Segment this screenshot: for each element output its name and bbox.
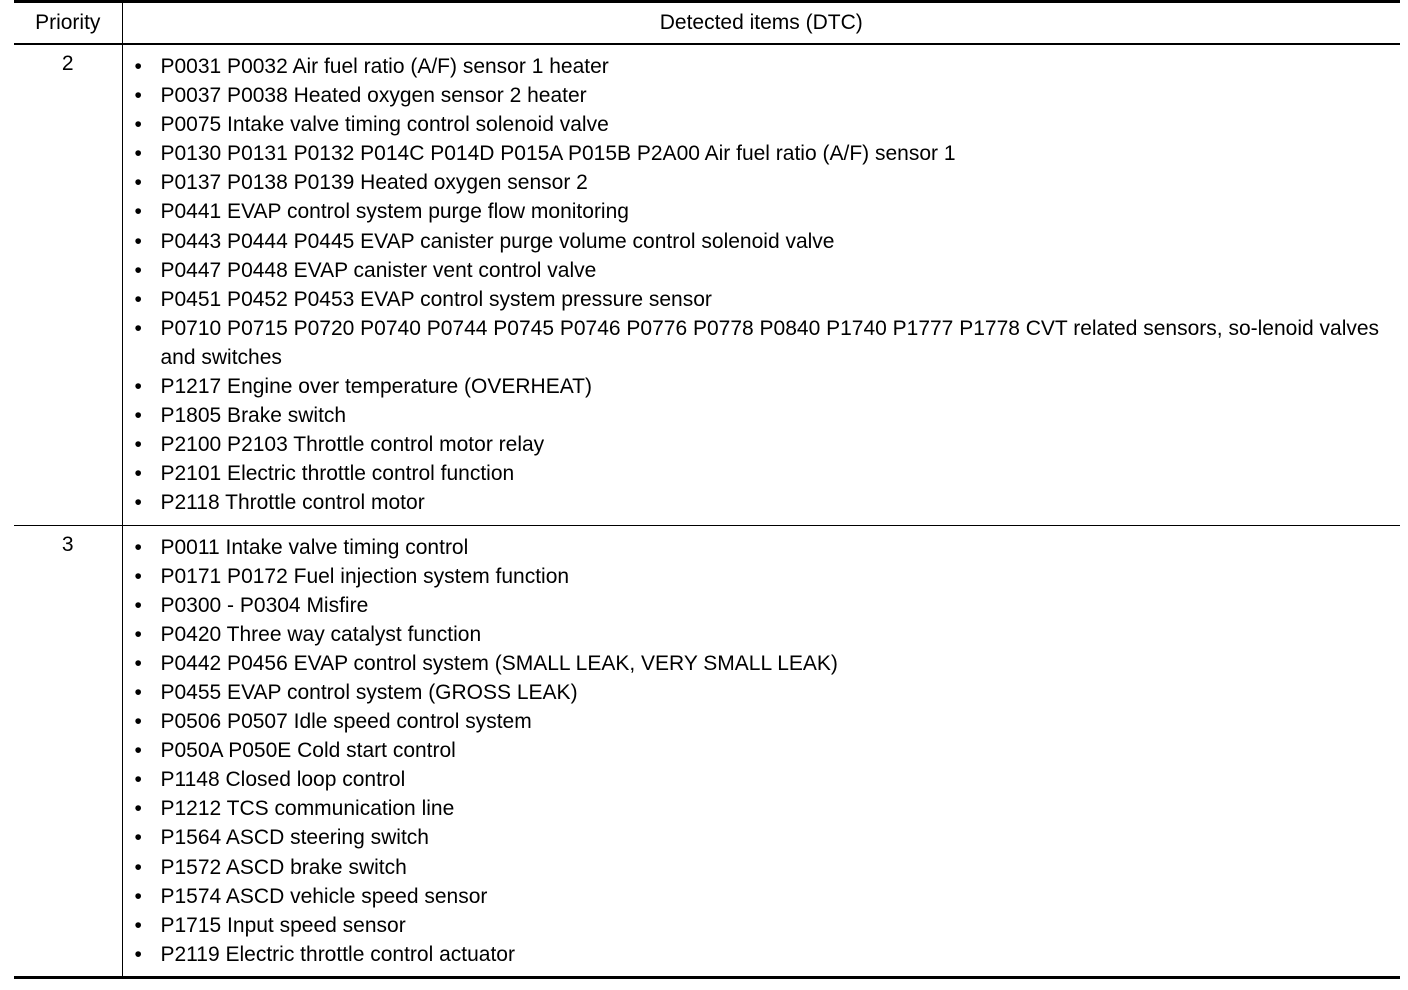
- list-item: [123, 765, 1393, 794]
- list-item: [123, 562, 1393, 591]
- list-item: [123, 227, 1393, 256]
- detected-items-cell: [122, 44, 1400, 525]
- dtc-item-text: P1212 TCS communication line: [160, 797, 455, 821]
- list-item: [123, 853, 1393, 882]
- list-item: [123, 197, 1393, 226]
- dtc-item-text: P050A P050E Cold start control: [160, 739, 456, 763]
- priority-column-header: Priority: [14, 2, 122, 45]
- dtc-item-text: P0130 P0131 P0132 P014C P014D P015A P015B P2A00 Air fuel ratio (A/F) sensor 1: [160, 142, 956, 166]
- bullet-icon: •: [134, 768, 142, 792]
- detected-items-column-header: Detected items (DTC): [659, 11, 863, 34]
- bullet-icon: •: [134, 913, 142, 937]
- list-item: [123, 649, 1393, 678]
- dtc-item-text: P0031 P0032 Air fuel ratio (A/F) sensor 1 heater: [160, 55, 609, 78]
- detected-items-cell: [122, 525, 1400, 977]
- list-item: [123, 488, 1393, 517]
- list-item: [123, 620, 1393, 649]
- dtc-item-text: P0455 EVAP control system (GROSS LEAK): [160, 680, 578, 704]
- bullet-icon: •: [134, 171, 142, 195]
- dtc-item-text: P2118 Throttle control motor: [160, 491, 425, 515]
- dtc-item-text: P0710 P0715 P0720 P0740 P0744 P0745 P0746 P0776 P0778 P0840 P1740 P1777 P1778 CVT related sensors, so-lenoid valves and switches: [160, 316, 1380, 369]
- dtc-item-text: P1715 Input speed sensor: [160, 913, 406, 937]
- list-item: [123, 256, 1393, 285]
- dtc-item-text: P1564 ASCD steering switch: [160, 826, 429, 850]
- table-row: [14, 44, 1400, 525]
- list-item: [123, 794, 1393, 823]
- bullet-icon: •: [134, 826, 142, 850]
- table-row: [14, 525, 1400, 977]
- list-item: [123, 911, 1393, 940]
- list-item: [123, 940, 1393, 969]
- bullet-icon: •: [134, 200, 142, 224]
- dtc-item-text: P0011 Intake valve timing control: [160, 535, 469, 559]
- list-item: [123, 736, 1393, 765]
- bullet-icon: •: [134, 375, 142, 399]
- dtc-item-text: P0441 EVAP control system purge flow monitoring: [160, 200, 629, 224]
- table-body: [14, 44, 1400, 977]
- dtc-item-text: P0420 Three way catalyst function: [160, 622, 482, 646]
- dtc-item-text: P2100 P2103 Throttle control motor relay: [160, 433, 545, 457]
- bullet-icon: •: [134, 739, 142, 763]
- dtc-item-text: P0443 P0444 P0445 EVAP canister purge volume control solenoid valve: [160, 229, 835, 253]
- dtc-item-text: P0447 P0448 EVAP canister vent control valve: [160, 258, 597, 282]
- list-item: [123, 707, 1393, 736]
- list-item: [123, 139, 1393, 168]
- bullet-icon: •: [134, 680, 142, 704]
- bullet-icon: •: [134, 433, 142, 457]
- bullet-icon: •: [134, 84, 142, 108]
- list-item: [123, 678, 1393, 707]
- dtc-priority-table: [14, 0, 1400, 979]
- dtc-item-text: P0137 P0138 P0139 Heated oxygen sensor 2: [160, 171, 588, 195]
- list-item: [123, 81, 1393, 110]
- bullet-icon: •: [134, 884, 142, 908]
- list-item: [123, 459, 1393, 488]
- dtc-item-text: P1805 Brake switch: [160, 404, 347, 428]
- bullet-icon: •: [134, 55, 142, 78]
- bullet-icon: •: [134, 535, 142, 559]
- dtc-item-text: P0506 P0507 Idle speed control system: [160, 710, 532, 734]
- dtc-item-text: P2101 Electric throttle control function: [160, 462, 515, 486]
- dtc-item-text: P2119 Electric throttle control actuator: [160, 942, 515, 966]
- bullet-icon: •: [134, 258, 142, 282]
- bullet-icon: •: [134, 462, 142, 486]
- bullet-icon: •: [134, 622, 142, 646]
- list-item: [123, 823, 1393, 852]
- list-item: [123, 372, 1393, 401]
- bullet-icon: •: [134, 710, 142, 734]
- list-item: [123, 430, 1393, 459]
- list-item: [123, 52, 1393, 81]
- header-row: [14, 2, 1400, 45]
- bullet-icon: •: [134, 564, 142, 588]
- table-header: [14, 2, 1400, 45]
- list-item: [123, 110, 1393, 139]
- list-item: [123, 591, 1393, 620]
- dtc-item-text: P1148 Closed loop control: [160, 768, 406, 792]
- dtc-item-text: P0300 - P0304 Misfire: [160, 593, 369, 617]
- dtc-item-text: P0171 P0172 Fuel injection system function: [160, 564, 570, 588]
- dtc-item-text: P0442 P0456 EVAP control system (SMALL LEAK, VERY SMALL LEAK): [160, 651, 838, 675]
- dtc-item-text: P1217 Engine over temperature (OVERHEAT): [160, 375, 592, 399]
- list-item: [123, 168, 1393, 197]
- bullet-icon: •: [134, 593, 142, 617]
- dtc-item-text: P0075 Intake valve timing control solenoid valve: [160, 113, 609, 137]
- priority-cell: 3: [14, 525, 122, 977]
- bullet-icon: •: [134, 404, 142, 428]
- bullet-icon: •: [134, 942, 142, 966]
- list-item: [123, 285, 1393, 314]
- bullet-icon: •: [134, 142, 142, 166]
- bullet-icon: •: [134, 491, 142, 515]
- bullet-icon: •: [134, 855, 142, 879]
- dtc-item-text: P0451 P0452 P0453 EVAP control system pressure sensor: [160, 287, 712, 311]
- dtc-item-text: P1574 ASCD vehicle speed sensor: [160, 884, 488, 908]
- list-item: [123, 314, 1393, 372]
- bullet-icon: •: [134, 651, 142, 675]
- dtc-list: [123, 526, 1401, 976]
- bullet-icon: •: [134, 229, 142, 253]
- bullet-icon: •: [134, 797, 142, 821]
- priority-cell: 2: [14, 44, 122, 525]
- dtc-list: [123, 45, 1401, 525]
- list-item: [123, 401, 1393, 430]
- bullet-icon: •: [134, 113, 142, 137]
- list-item: [123, 533, 1393, 562]
- dtc-item-text: P0037 P0038 Heated oxygen sensor 2 heater: [160, 84, 587, 108]
- bullet-icon: •: [134, 316, 142, 340]
- dtc-item-text: P1572 ASCD brake switch: [160, 855, 407, 879]
- list-item: [123, 882, 1393, 911]
- bullet-icon: •: [134, 287, 142, 311]
